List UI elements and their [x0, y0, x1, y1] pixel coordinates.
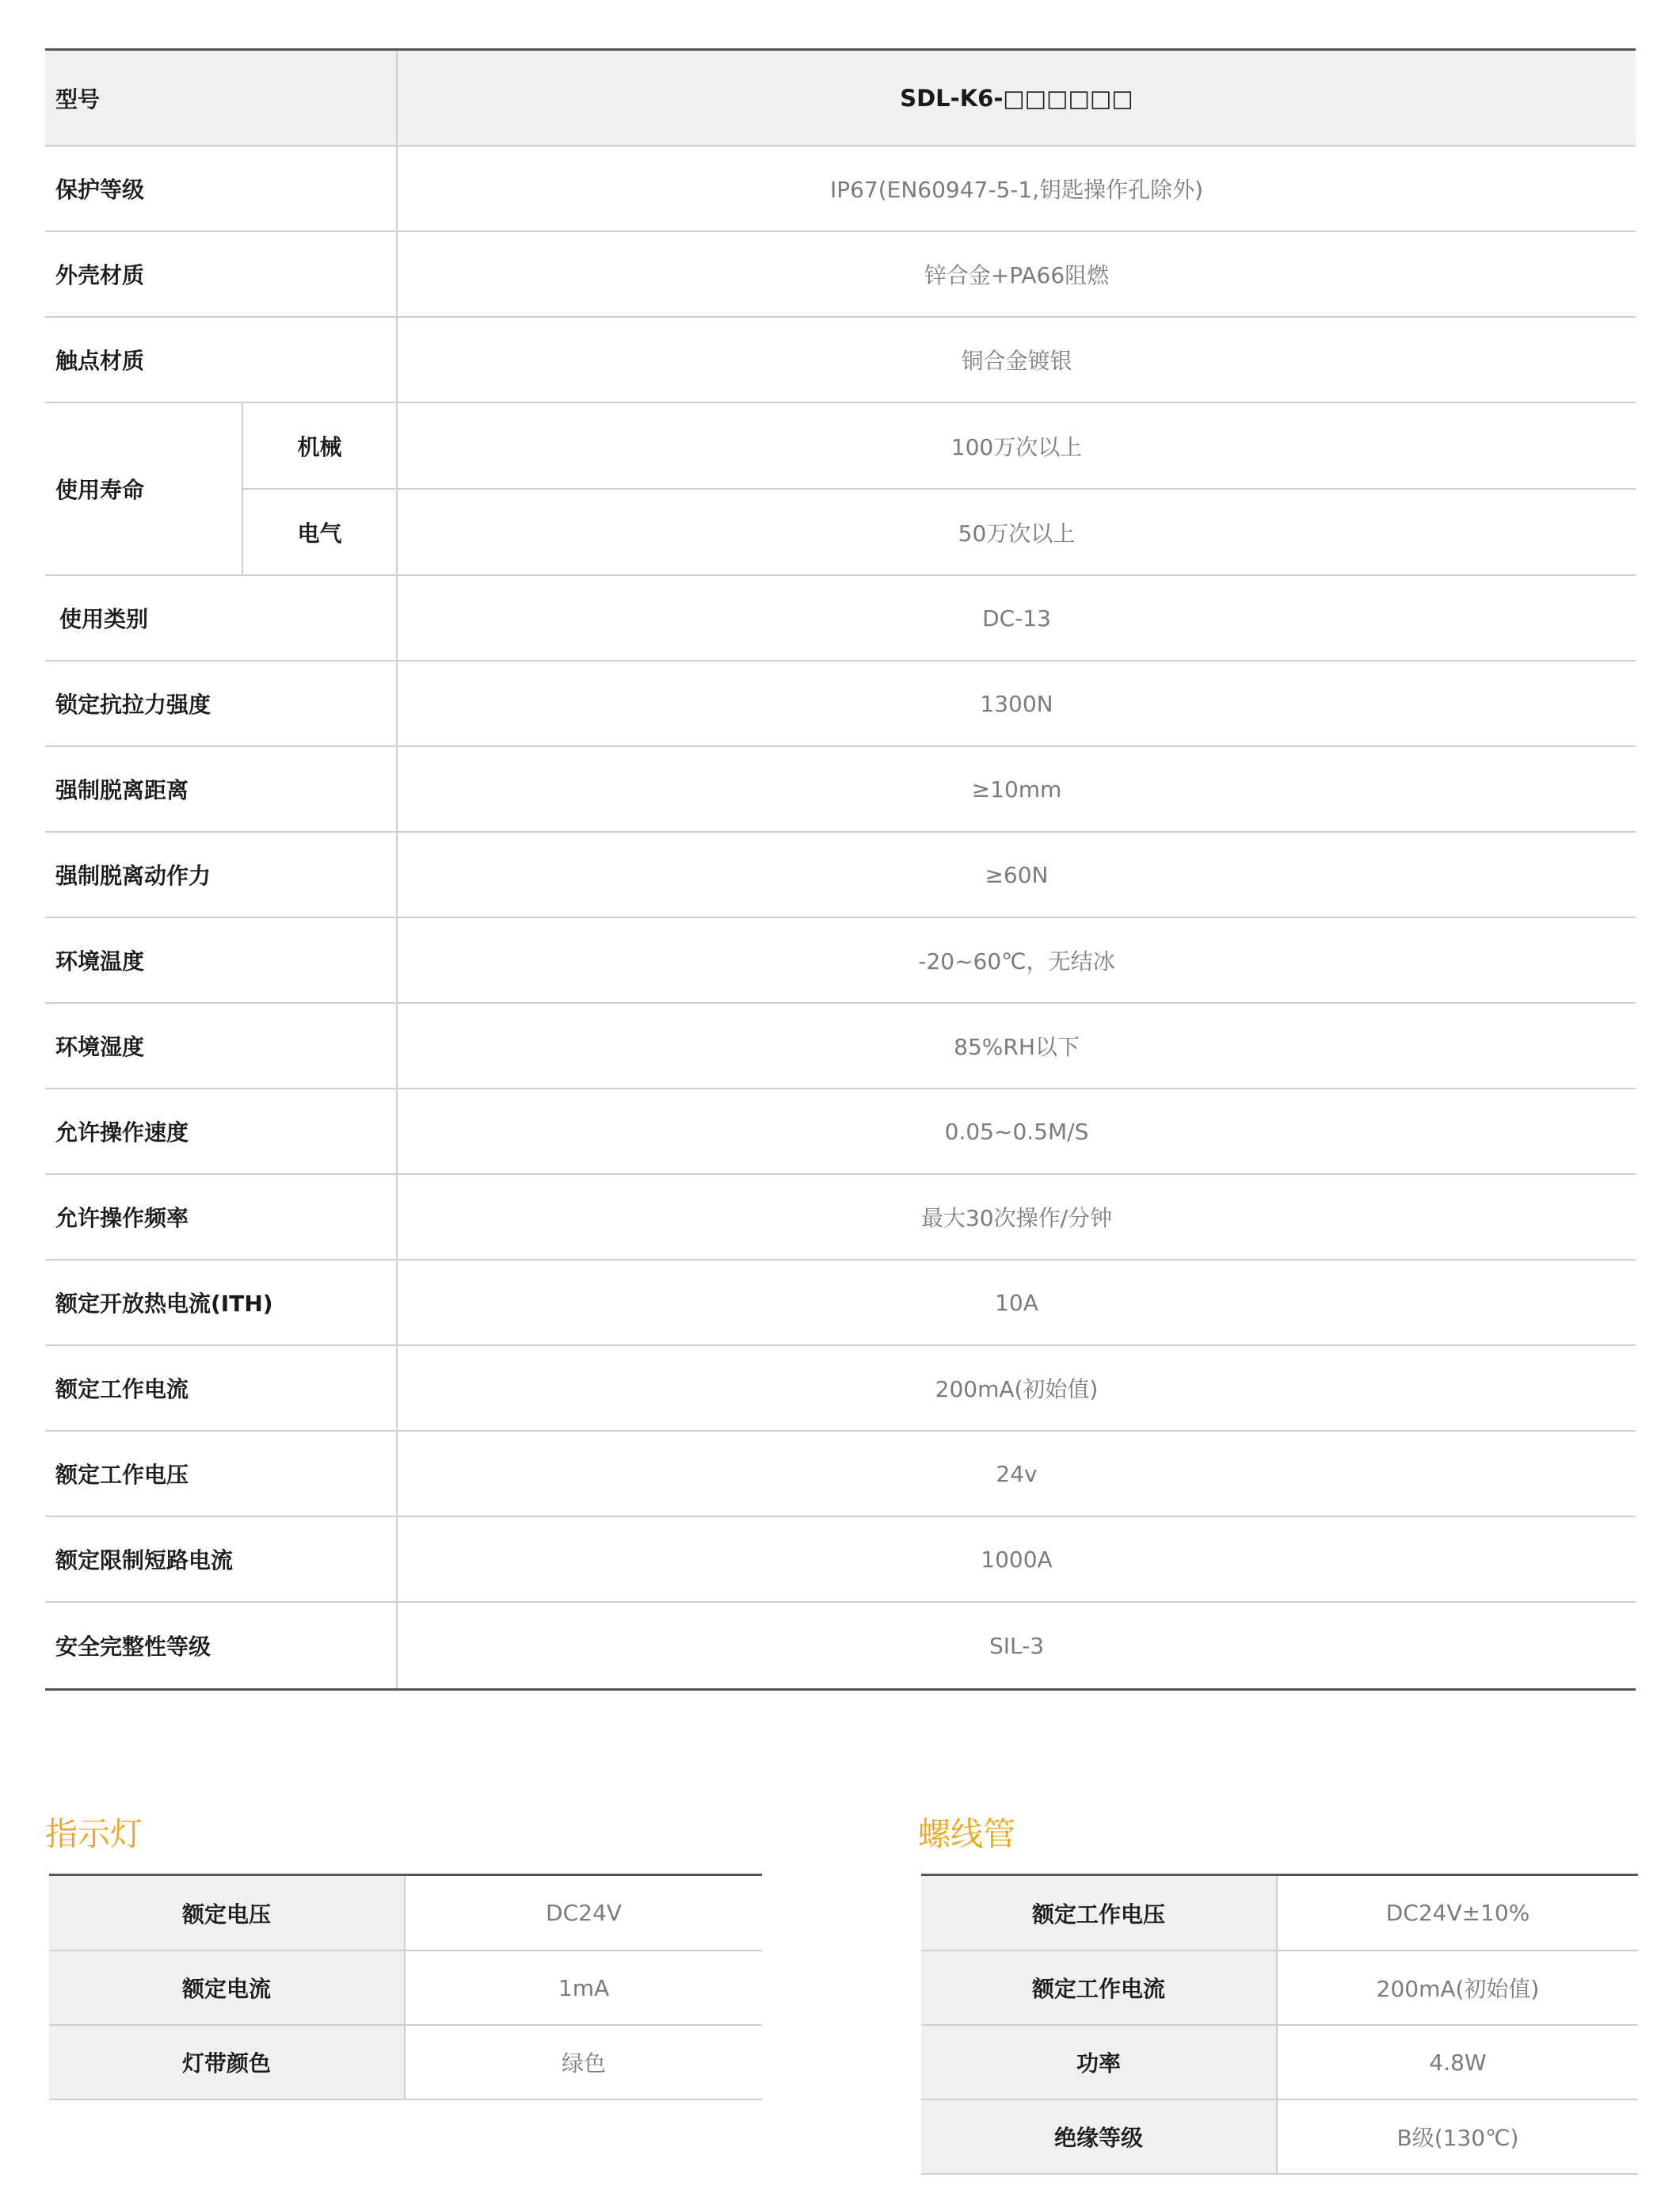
solenoid-section-title: 螺线管	[918, 1815, 1015, 1853]
row-value: 最大30次操作/分钟	[920, 1205, 1113, 1231]
table-row	[49, 1951, 762, 2026]
row-label: 强制脱离动作力	[45, 833, 398, 917]
table-row	[49, 2026, 762, 2100]
indicator-label: 灯带颜色	[49, 2026, 406, 2099]
table-row	[49, 1876, 762, 1951]
table-row	[45, 833, 1636, 918]
indicator-value: DC24V	[546, 1900, 622, 1926]
indicator-value: 1mA	[558, 1974, 610, 2001]
row-label: 外壳材质	[45, 232, 398, 316]
life-subrow-electrical	[243, 490, 1636, 574]
indicator-label: 额定电流	[49, 1951, 406, 2024]
life-sublabel: 机械	[243, 403, 398, 488]
solenoid-label: 功率	[921, 2026, 1278, 2099]
spec-table	[45, 48, 1636, 1691]
row-label: 额定开放热电流(ITH)	[45, 1260, 398, 1344]
table-row	[45, 1089, 1636, 1175]
row-label: 强制脱离距离	[45, 747, 398, 831]
table-row	[45, 1432, 1636, 1517]
table-row	[45, 1517, 1636, 1603]
row-value: IP67(EN60947-5-1,钥匙操作孔除外)	[829, 177, 1204, 203]
row-label: 安全完整性等级	[45, 1603, 398, 1688]
row-value: 24v	[996, 1460, 1038, 1487]
row-value: 0.05~0.5M/S	[944, 1118, 1089, 1145]
row-value: DC-13	[982, 604, 1051, 631]
solenoid-value: B级(130℃)	[1396, 2125, 1519, 2151]
solenoid-value: DC24V±10%	[1385, 1900, 1530, 1926]
row-label: 锁定抗拉力强度	[45, 662, 398, 746]
life-sublabel: 电气	[243, 490, 398, 574]
table-row	[45, 662, 1636, 747]
table-row	[921, 1951, 1638, 2026]
table-row	[45, 918, 1636, 1004]
row-value: 锌合金+PA66阻燃	[924, 262, 1110, 288]
solenoid-value: 4.8W	[1429, 2049, 1487, 2076]
row-label: 使用类别	[45, 576, 398, 660]
solenoid-label: 额定工作电流	[921, 1951, 1278, 2024]
life-subvalue: 100万次以上	[950, 433, 1083, 460]
life-row	[45, 403, 1636, 576]
row-value: -20~60℃，无结冰	[918, 948, 1115, 974]
table-row	[45, 1004, 1636, 1089]
solenoid-label: 绝缘等级	[921, 2100, 1278, 2173]
row-value: 铜合金镀银	[961, 348, 1072, 374]
row-label: 环境温度	[45, 918, 398, 1002]
table-row	[921, 2026, 1638, 2100]
solenoid-table	[921, 1874, 1638, 2175]
table-row	[45, 1603, 1636, 1688]
life-label: 使用寿命	[45, 403, 243, 574]
row-label: 触点材质	[45, 318, 398, 402]
table-row	[921, 2100, 1638, 2175]
solenoid-label: 额定工作电压	[921, 1876, 1278, 1950]
table-row	[45, 747, 1636, 833]
table-row	[45, 318, 1636, 403]
table-row	[45, 1260, 1636, 1346]
row-value: 1000A	[981, 1546, 1053, 1573]
indicator-table	[49, 1874, 762, 2100]
table-row	[45, 232, 1636, 318]
row-value: ≥60N	[985, 861, 1049, 888]
table-row	[45, 147, 1636, 232]
row-value: SIL-3	[989, 1632, 1045, 1659]
row-value: 85%RH以下	[954, 1034, 1080, 1060]
table-row	[45, 1175, 1636, 1260]
indicator-section-title: 指示灯	[45, 1815, 143, 1853]
solenoid-value: 200mA(初始值)	[1376, 1976, 1540, 2002]
spec-header-row	[45, 51, 1636, 147]
row-label: 额定工作电压	[45, 1432, 398, 1516]
row-value: 200mA(初始值)	[935, 1376, 1099, 1402]
life-subrows	[243, 403, 1636, 574]
row-value: 1300N	[980, 690, 1053, 717]
spec-header-label: 型号	[45, 51, 398, 145]
row-label: 允许操作频率	[45, 1175, 398, 1259]
row-value: ≥10mm	[971, 776, 1062, 803]
indicator-value: 绿色	[561, 2050, 606, 2076]
table-row	[45, 576, 1636, 662]
life-subrow-mechanical	[243, 403, 1636, 490]
life-subvalue: 50万次以上	[958, 520, 1076, 547]
table-row	[921, 1876, 1638, 1951]
row-label: 环境湿度	[45, 1004, 398, 1088]
indicator-label: 额定电压	[49, 1876, 406, 1950]
spec-header-value: SDL-K6-□□□□□□	[900, 84, 1133, 112]
row-value: 10A	[995, 1289, 1038, 1316]
row-label: 额定限制短路电流	[45, 1517, 398, 1601]
row-label: 额定工作电流	[45, 1346, 398, 1430]
table-row	[45, 1346, 1636, 1432]
row-label: 允许操作速度	[45, 1089, 398, 1173]
row-label: 保护等级	[45, 147, 398, 231]
